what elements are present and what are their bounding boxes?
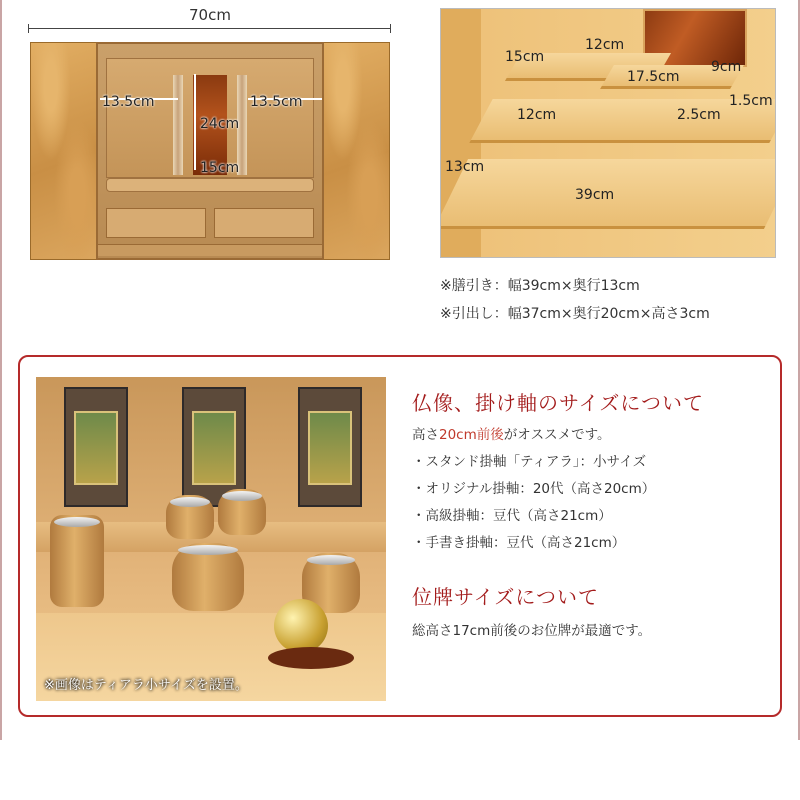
- buddha-item-4: ・手書き掛軸：豆代（高さ21cm）: [412, 535, 626, 551]
- height-label: 24cm: [200, 116, 240, 132]
- left-width-label: 13.5cm: [102, 94, 155, 110]
- page-rule-left: [0, 0, 2, 740]
- intro-accent: 20cm前後: [439, 427, 504, 443]
- bowl-center: [172, 543, 244, 611]
- size-info-box: [18, 355, 782, 717]
- bell: [274, 599, 328, 653]
- bowl-1: [166, 495, 214, 539]
- depth-label: 15cm: [200, 160, 240, 176]
- width-dimension: [0, 0, 420, 34]
- altar-base: [98, 244, 322, 256]
- intro-suffix: がオススメです。: [503, 427, 611, 443]
- info-text: [412, 387, 772, 645]
- step-label-5: 1.5cm: [729, 93, 773, 109]
- left-door: [30, 42, 98, 260]
- ihai-heading: 位牌サイズについて: [412, 585, 599, 609]
- altar-cabinet: [96, 42, 324, 260]
- width-label: 70cm: [189, 6, 231, 24]
- step-label-1: 15cm: [505, 49, 545, 65]
- step-label-4: 17.5cm: [627, 69, 680, 85]
- buddha-item-3: ・高級掛軸：豆代（高さ21cm）: [412, 508, 612, 524]
- buddha-item-2: ・オリジナル掛軸：20代（高さ20cm）: [412, 481, 656, 497]
- buddha-intro: [412, 422, 772, 449]
- scroll-left: [64, 387, 128, 507]
- width-arrow: [28, 28, 391, 29]
- altar-shelf: [106, 178, 314, 192]
- drawer-right: [214, 208, 314, 238]
- scroll-right: [298, 387, 362, 507]
- step-label-2: 12cm: [585, 37, 625, 53]
- step-label-7: 2.5cm: [677, 107, 721, 123]
- height-line: [194, 74, 196, 170]
- step-label-6: 12cm: [517, 107, 557, 123]
- note-drawer-board: ※膳引き：幅39cm×奥行13cm: [440, 278, 640, 294]
- steps-image: [440, 8, 776, 258]
- buddha-heading: 仏像、掛け軸のサイズについて: [412, 391, 704, 415]
- pillar-left: [173, 75, 183, 175]
- altar-photo: [36, 377, 386, 701]
- altar-front-image: [30, 42, 390, 260]
- step-label-8: 13cm: [445, 159, 485, 175]
- right-door: [322, 42, 390, 260]
- bell-cushion: [268, 647, 354, 669]
- note-drawer: ※引出し：幅37cm×奥行20cm×高さ3cm: [440, 306, 710, 322]
- step-label-3: 9cm: [711, 59, 742, 75]
- photo-caption: ※画像はティアラ小サイズを設置。: [44, 678, 248, 693]
- intro-prefix: 高さ: [412, 427, 439, 443]
- buddha-item-1: ・スタンド掛軸「ティアラ」：小サイズ: [412, 454, 647, 470]
- vase-left: [50, 515, 104, 607]
- dimension-notes: [440, 272, 790, 328]
- right-width-label: 13.5cm: [250, 94, 303, 110]
- drawer-left: [106, 208, 206, 238]
- step-label-9: 39cm: [575, 187, 615, 203]
- bowl-2: [218, 489, 266, 535]
- ihai-text: 総高さ17cm前後のお位牌が最適です。: [412, 623, 652, 639]
